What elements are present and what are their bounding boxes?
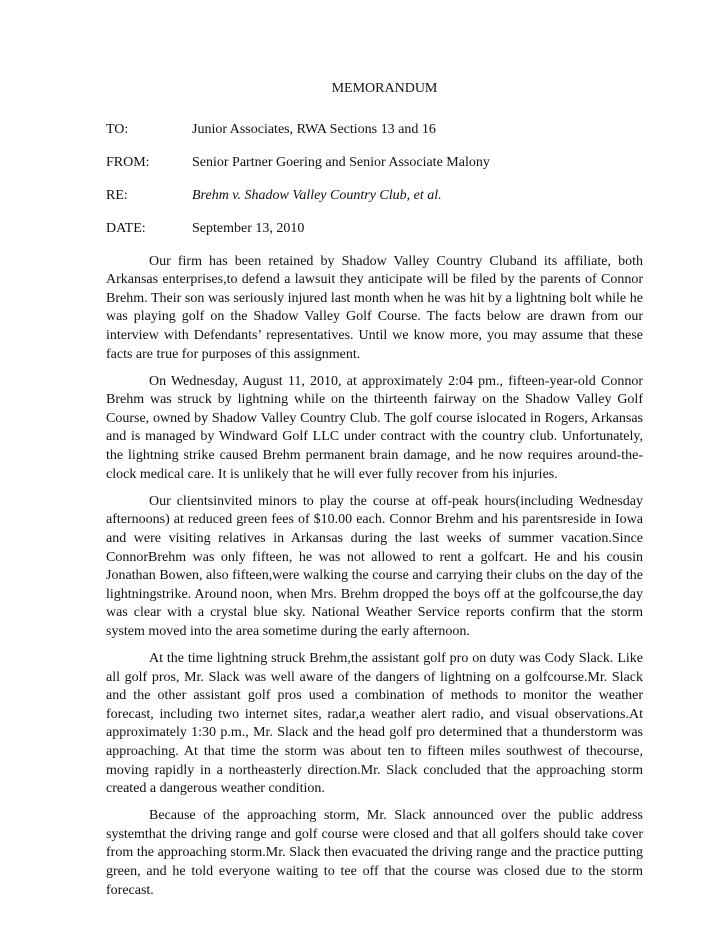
date-row [106, 220, 643, 237]
re-value: Brehm v. Shadow Valley Country Club, et al. [192, 187, 442, 203]
paragraph-retention: Our firm has been retained by Shadow Valley Country Cluband its affiliate, both Arkansas enterprises,to defend a lawsuit they anticipate will be filed by the parents of Connor Brehm. Their son was seriously injured last month when he was hit by a lightning bolt while he was playing golf on the Shadow Valley Golf Course. The facts below are drawn from our interview with Defendants’ representatives. Until we know more, you may assume that these facts are true for purposes of this assignment. [106, 253, 643, 362]
date-value: September 13, 2010 [192, 220, 305, 236]
to-row [106, 121, 643, 138]
paragraph-golf-pro: At the time lightning struck Brehm,the assistant golf pro on duty was Cody Slack. Like all golf pros, Mr. Slack was well aware of the dangers of lightning on a golfcourse.Mr. Slack and the other assistant golf pros used a combination of methods to monitor the weather forecast, including two internet sites, radar,a weather alert radio, and visual observations.At approximately 1:30 p.m., Mr. Slack and the head golf pro determined that a thunderstorm was approaching. At that time the storm was about ten to fifteen miles southwest of thecourse, moving rapidly in a northeasterly direction.Mr. Slack concluded that the approaching storm created a dangerous weather condition. [106, 650, 643, 797]
paragraph-background: Our clientsinvited minors to play the course at off-peak hours(including Wednesday afternoons) at reduced green fees of $10.00 each. Connor Brehm and his parentsreside in Iowa and were visiting relatives in Arkansas during the last weeks of summer vacation.Since ConnorBrehm was only fifteen, he was not allowed to rent a golfcart. He and his cousin Jonathan Bowen, also fifteen,were walking the course and carrying their clubs on the day of the lightningstrike. Around noon, when Mrs. Brehm dropped the boys off at the golfcourse,the day was clear with a crystal blue sky. National Weather Service reports confirm that the storm system moved into the area sometime during the early afternoon. [106, 493, 643, 639]
from-row [106, 154, 643, 171]
from-value: Senior Partner Goering and Senior Associate Malony [192, 154, 490, 170]
re-label: RE: [106, 187, 128, 203]
re-row [106, 187, 643, 204]
to-value: Junior Associates, RWA Sections 13 and 16 [192, 121, 436, 137]
to-label: TO: [106, 121, 129, 137]
paragraph-evacuation: Because of the approaching storm, Mr. Slack announced over the public address systemthat the driving range and golf course were closed and that all golfers should take cover from the approaching storm.Mr. Slack then evacuated the driving range and the practice putting green, and he told everyone waiting to tee off that the course was closed due to the storm forecast. [106, 808, 643, 898]
memorandum-page [106, 80, 643, 909]
from-label: FROM: [106, 154, 150, 170]
date-label: DATE: [106, 220, 146, 236]
memo-title: MEMORANDUM [331, 81, 438, 96]
paragraph-incident: On Wednesday, August 11, 2010, at approximately 2:04 pm., fifteen-year-old Connor Brehm was struck by lightning while on the thirteenth fairway on the Shadow Valley Golf Course, owned by Shadow Valley Country Club. The golf course islocated in Rogers, Arkansas and is managed by Windward Golf LLC under contract with the country club. Unfortunately, the lightning strike caused Brehm permanent brain damage, and he now requires around-the-clock medical care. It is unlikely that he will ever fully recover from his injuries. [106, 373, 643, 482]
